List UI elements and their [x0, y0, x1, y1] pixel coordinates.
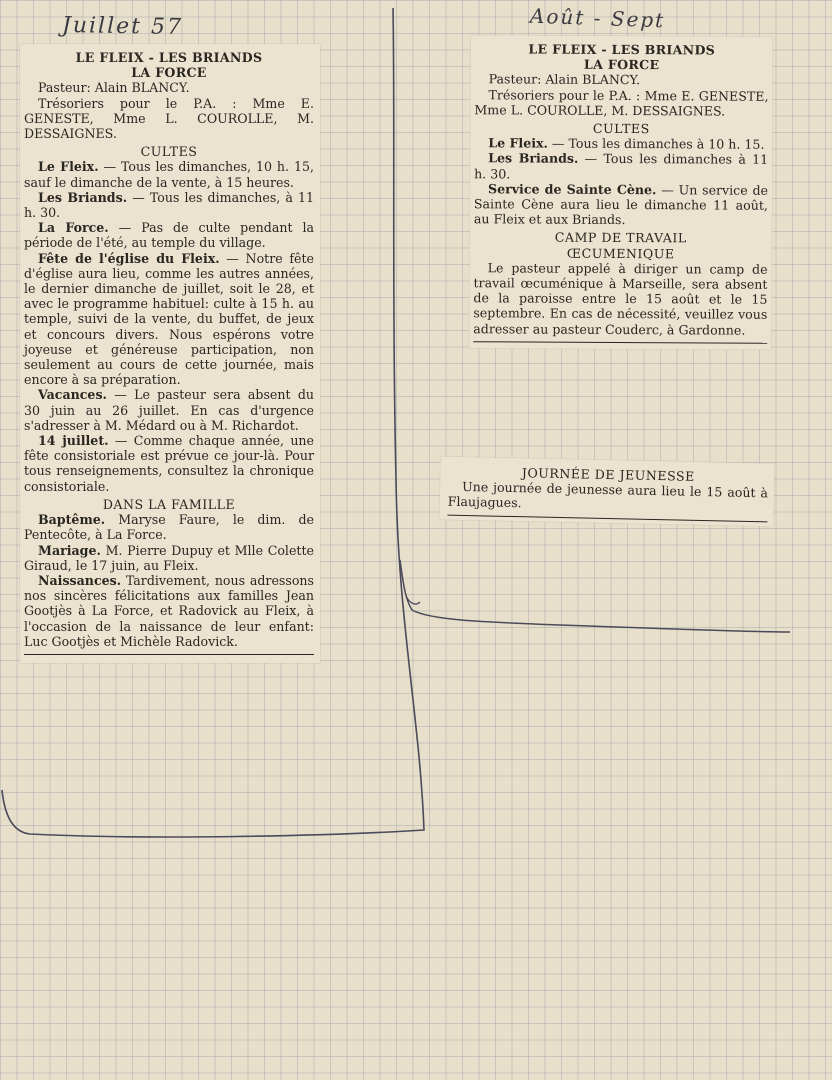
item-text: M. Pierre Dupuy et Mlle Colette Giraud, le 17 juin, au Fleix.: [24, 542, 314, 573]
item-label: Le Fleix.: [38, 159, 99, 175]
pasteur-line: Pasteur: Alain BLANCY.: [38, 80, 190, 96]
item-text: — Tous les dimanches à 11 h. 30.: [474, 151, 769, 182]
item-text: — Pas de culte pendant la période de l'été, au temple du village.: [24, 220, 314, 251]
paragraph-item: [24, 512, 314, 542]
paragraph-item: [474, 135, 768, 152]
handwritten-date-august: Août - Sept: [529, 3, 666, 33]
divider-rule: [473, 341, 767, 344]
item-text: — Comme chaque année, une fête consistoriale est prévue ce jour-là. Pour tous renseignements, consultez la chronique consistoriale.: [24, 433, 314, 494]
item-text: — Tous les dimanches, 10 h. 15, sauf le dimanche de la vente, à 15 heures.: [24, 159, 314, 190]
item-label: Naissances.: [38, 572, 122, 588]
paragraph-item: [24, 220, 314, 250]
newspaper-clipping-july: [20, 44, 320, 663]
paragraph-item: [24, 251, 314, 388]
item-text: — Notre fête d'église aura lieu, comme les autres années, le dernier dimanche de juillet, soit le 28, et avec le programme habituel: culte à 15 h. au temple, suivi de la vente, du buffet, de jeux et concours divers. Nous espérons votre joyeuse et généreuse participation, non seulement au cours de cette journée, mais encore à sa préparation.: [24, 250, 314, 388]
item-text: — Un service de Sainte Cène aura lieu le dimanche 11 août, au Fleix et aux Briands.: [473, 182, 769, 228]
section-heading-jeunesse: JOURNÉE DE JEUNESSE: [521, 465, 695, 484]
pasteur-line: Pasteur: Alain BLANCY.: [488, 71, 641, 88]
item-label: 14 juillet.: [38, 433, 109, 449]
paragraph-item: [24, 159, 314, 189]
paragraph-item: [24, 387, 314, 433]
section-heading-camp-2: ŒCUMENIQUE: [566, 245, 675, 261]
paragraph-item: [24, 190, 314, 220]
item-label: Les Briands.: [488, 150, 579, 167]
item-label: Vacances.: [38, 387, 107, 403]
item-text: — Tous les dimanches à 10 h. 15.: [547, 135, 765, 152]
clipping-subtitle: LA FORCE: [131, 65, 207, 81]
item-label: Service de Sainte Cène.: [487, 181, 657, 198]
clipping-title: LE FLEIX - LES BRIANDS: [528, 41, 716, 58]
handwritten-date-july: Juillet 57: [61, 12, 184, 41]
section-heading-camp: CAMP DE TRAVAIL: [554, 230, 687, 246]
item-label: Les Briands.: [38, 189, 128, 205]
clipping-title: LE FLEIX - LES BRIANDS: [75, 50, 263, 65]
item-text: — Le pasteur sera absent du 30 juin au 26 juillet. En cas d'urgence s'adresser à M. Médard ou à M. Richardot.: [24, 387, 314, 433]
paragraph-item: [474, 151, 768, 183]
item-label: Mariage.: [38, 542, 101, 558]
divider-rule: [24, 654, 314, 655]
item-label: Le Fleix.: [488, 135, 548, 151]
paragraph-item: [24, 433, 314, 494]
pencil-line-right-box: [400, 560, 790, 632]
item-label: Fête de l'église du Fleix.: [38, 250, 220, 266]
newspaper-clipping-jeunesse: [439, 457, 774, 527]
camp-paragraph: Le pasteur appelé à diriger un camp de travail œcuménique à Marseille, sera absent de la paroisse entre le 15 août et le 15 septembre. En cas de nécessité, veuillez vous adresser au pasteur Couderc, à Gardonne.: [473, 260, 768, 338]
newspaper-clipping-august: [469, 35, 773, 349]
paragraph-item: [474, 181, 768, 228]
item-text: Maryse Faure, le dim. de Pentecôte, à La Force.: [24, 512, 314, 543]
section-heading-cultes: CULTES: [140, 144, 198, 160]
section-heading-cultes: CULTES: [592, 120, 650, 137]
clipping-subtitle: LA FORCE: [583, 57, 660, 73]
section-heading-famille: DANS LA FAMILLE: [102, 496, 236, 512]
tresoriers-line: Trésoriers pour le P.A. : Mme E. GENESTE, Mme L. COUROLLE, M. DESSAIGNES.: [24, 95, 314, 142]
item-text: Tardivement, nous adressons nos sincères félicitations aux familles Jean Gootjès à La Force, et Radovick au Fleix, à l'occasion de la naissance de leur enfant: Luc Gootjès et Michèle Radovick.: [24, 572, 314, 649]
tresoriers-line: Trésoriers pour le P.A. : Mme E. GENESTE, Mme L. COUROLLE, M. DESSAIGNES.: [474, 86, 769, 119]
item-text: — Tous les dimanches, à 11 h. 30.: [24, 189, 314, 221]
item-label: La Force.: [38, 220, 109, 236]
paragraph-item: [24, 573, 314, 649]
item-label: Baptême.: [38, 512, 106, 528]
paragraph-item: [24, 543, 314, 573]
jeunesse-paragraph: Une journée de jeunesse aura lieu le 15 août à Flaujagues.: [447, 479, 769, 511]
